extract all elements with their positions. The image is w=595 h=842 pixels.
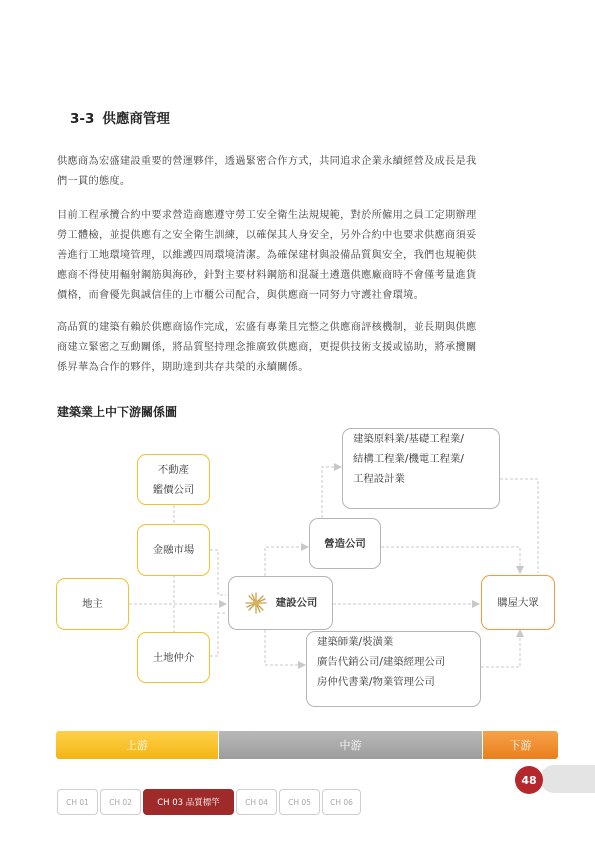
finance-connector <box>210 550 226 595</box>
node-label: 房仲代書業/物業管理公司 <box>317 676 435 688</box>
services-to-buyer-arrow <box>481 630 520 667</box>
node-service-industries <box>306 631 481 707</box>
page-number-badge: 48 <box>515 766 543 794</box>
materials-to-buyer-line <box>500 479 538 573</box>
chapter-tab-ch02[interactable]: CH 02 <box>100 789 141 815</box>
section-number: 3-3 <box>70 111 95 127</box>
node-builder <box>228 576 333 630</box>
chapter-tab-ch05[interactable]: CH 05 <box>279 789 320 815</box>
node-materials-industries <box>342 428 500 509</box>
node-label: 廣告代銷公司/建築經理公司 <box>317 656 446 668</box>
diagram-title: 建築業上中下游關係圖 <box>57 405 178 419</box>
paragraph-line: 高品質的建築有賴於供應商協作完成，宏盛有專業且完整之供應商評核機制，並長期與供應 <box>57 322 477 333</box>
node-label: 購屋大眾 <box>497 596 539 609</box>
downstream-bar <box>483 731 558 759</box>
node-label: 建築師業/裝潢業 <box>317 636 394 648</box>
node-finance-market <box>137 524 210 576</box>
company-logo-icon <box>244 591 268 615</box>
node-label: 建築原料業/基礎工程業/ <box>353 433 464 445</box>
node-label: 不動產 <box>157 463 190 476</box>
section-heading: 供應商管理 <box>102 111 170 127</box>
node-label: 建設公司 <box>275 597 318 609</box>
node-landowner <box>56 578 129 630</box>
paragraph-line: 商建立緊密之互動關係，將品質堅持理念推廣致供應商，更提供技術支援或協助，將承攬關 <box>57 342 477 353</box>
node-label: 地主 <box>82 598 103 610</box>
upstream-label: 上游 <box>126 739 148 752</box>
chapter-tab-ch03[interactable]: CH 03 品質標竿 <box>143 789 234 815</box>
page-number-tab <box>540 765 595 793</box>
node-contractor <box>309 518 381 569</box>
broker-connector <box>210 613 226 656</box>
upstream-bar <box>56 731 218 759</box>
paragraph-line: 們一貫的態度。 <box>57 176 131 187</box>
paragraph-line: 善進行工地環境管理，以維護四周環境清潔。為確保建材與設備品質與安全，我們也規範供 <box>57 250 477 261</box>
midstream-bar <box>219 731 482 759</box>
node-label: 土地仲介 <box>152 651 195 664</box>
contractor-to-materials-arrow <box>322 467 341 518</box>
node-label: 結構工程業/機電工程業/ <box>353 453 464 465</box>
chapter-tab-ch04[interactable]: CH 04 <box>236 789 277 815</box>
downstream-label: 下游 <box>509 739 532 752</box>
node-real-estate-appraisal <box>137 454 210 505</box>
node-land-broker <box>137 632 210 683</box>
paragraph-line: 勞工體檢，並提供應有之安全衛生訓練，以確保其人身安全，另外合約中也要求供應商須妥 <box>57 230 477 241</box>
chapter-tab-ch01[interactable]: CH 01 <box>57 789 98 815</box>
node-label: 營造公司 <box>324 537 366 550</box>
chapter-tab-ch06[interactable]: CH 06 <box>322 789 361 815</box>
paragraph-line: 係昇華為合作的夥伴，期助達到共存共榮的永續關係。 <box>57 362 309 373</box>
paragraph-line: 目前工程承攬合約中要求營造商應遵守勞工安全衛生法規規範，對於所僱用之員工定期辦理 <box>57 210 477 221</box>
builder-to-services-arrow <box>265 630 305 665</box>
node-label: 鑑價公司 <box>152 483 195 496</box>
paragraph-line: 價格，而會優先與誠信佳的上市櫃公司配合，與供應商一同努力守護社會環境。 <box>57 290 425 301</box>
paragraph-line: 應商不得使用輻射鋼筋與海砂，針對主要材料鋼筋和混凝土遴選供應廠商時不會僅考量進貨 <box>57 270 477 281</box>
paragraph-line: 供應商為宏盛建設重要的營運夥伴，透過緊密合作方式，共同追求企業永續經營及成長是我 <box>57 156 477 167</box>
node-home-buyers <box>481 575 555 630</box>
builder-to-contractor-arrow <box>265 547 308 576</box>
node-label: 工程設計業 <box>353 473 405 485</box>
contractor-to-buyer-arrow <box>381 547 520 573</box>
midstream-label: 中游 <box>339 739 362 752</box>
node-label: 金融市場 <box>152 544 195 556</box>
